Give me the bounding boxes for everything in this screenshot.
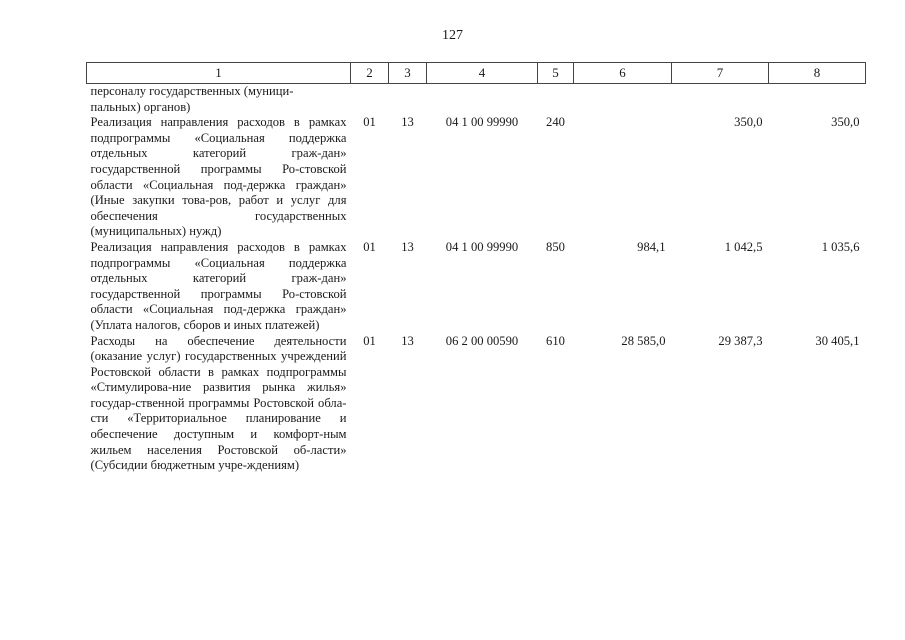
row-expense-type-code: 610 [546,333,565,348]
row-expense-type-code: 240 [546,115,565,130]
row-description: Расходы на обеспечение деятельности (оказание услуг) государственных учреждений Ростовской области в рамках подпрограммы «Стимулирова-ние развития рынка жилья» государ-ственной программы Ростовской обла-сти «Территориальное планирование и обеспечение доступным и комфорт-ным жильем населения Ростовской об-ласти» (Субсидии бюджетным учре-ждениям) [90,333,347,473]
row-subsection-code: 13 [401,239,414,254]
row-value-col8: 350,0 [831,115,860,130]
row-target-article-code: 04 1 00 99990 [445,115,519,130]
row-section-code: 01 [363,115,376,130]
row-value-col6: 28 585,0 [621,333,666,348]
row-value-col8: 30 405,1 [815,333,860,348]
row-expense-type-code: 850 [546,239,565,254]
row-section-code: 01 [363,333,376,348]
row-value-col7: 1 042,5 [724,239,763,254]
column-header: 3 [389,63,427,84]
table-header-row [87,63,866,84]
row-value-col8: 1 035,6 [821,239,860,254]
row-subsection-code: 13 [401,115,414,130]
column-header: 4 [427,63,538,84]
row-value-col7: 350,0 [734,115,763,130]
row-subsection-code: 13 [401,333,414,348]
row-value-col6: 984,1 [637,239,666,254]
row-section-code: 01 [363,239,376,254]
row-description-continuation: персоналу государственных (муници- пальных) органов) [90,84,294,114]
column-header: 7 [672,63,769,84]
row-target-article-code: 06 2 00 00590 [445,333,519,348]
row-description: Реализация направления расходов в рамках подпрограммы «Социальная поддержка отдельных категорий граж-дан» государственной программы Ро-стовской области «Социальная под-держка граждан» (Уплата налогов, сборов и иных платежей) [90,239,347,332]
table-row [87,115,866,240]
row-target-article-code: 04 1 00 99990 [445,239,519,254]
row-value-col6 [574,115,672,240]
table-row [87,334,866,474]
page-number: 127 [442,28,463,43]
table-row-continuation [87,84,866,116]
column-header: 6 [574,63,672,84]
row-description: Реализация направления расходов в рамках подпрограммы «Социальная поддержка отдельных категорий граж-дан» государственной программы Ро-стовской области «Социальная под-держка граждан» (Иные закупки това-ров, работ и услуг для обеспечения государственных (муниципальных) нужд) [90,115,347,239]
budget-table [86,62,866,474]
column-header: 1 [87,63,351,84]
row-value-col7: 29 387,3 [718,333,763,348]
column-header: 2 [351,63,389,84]
column-header: 5 [538,63,574,84]
column-header: 8 [769,63,866,84]
table-row [87,240,866,334]
